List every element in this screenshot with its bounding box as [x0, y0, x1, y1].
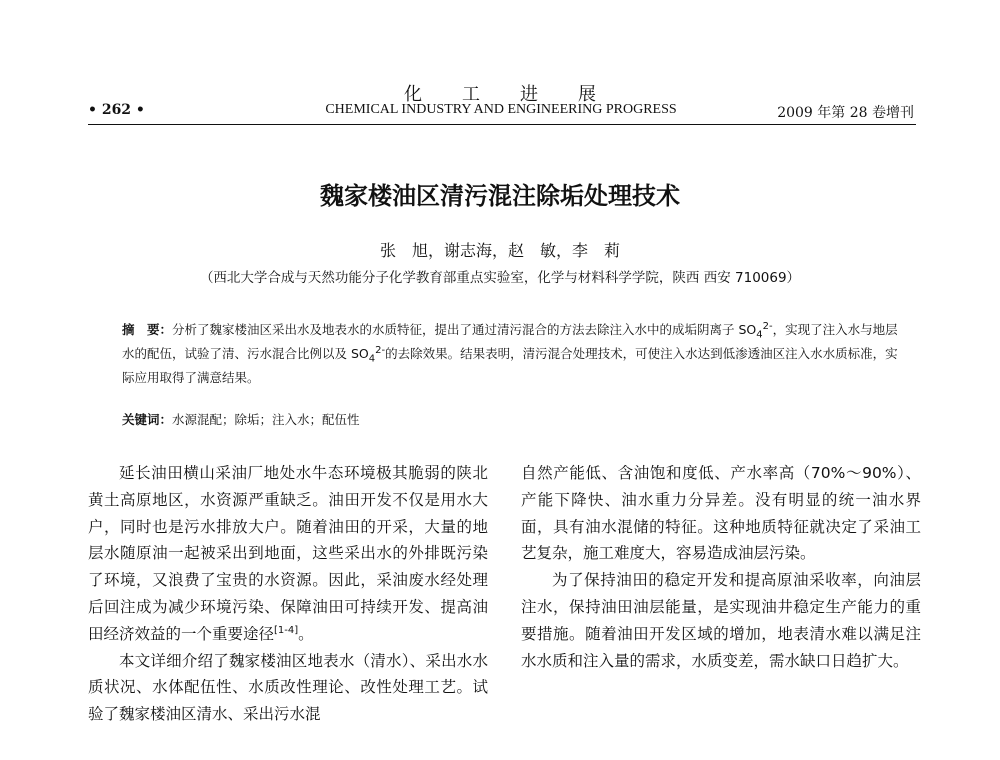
body-paragraph: 本文详细介绍了魏家楼油区地表水（清水）、采出水水质状况、水体配伍性、水质改性理论、改性处理工艺。试验了魏家楼油区清水、采出污水混 — [88, 651, 488, 724]
keywords — [122, 408, 902, 432]
issue-info: 2009 年第 28 卷增刊 — [777, 105, 914, 121]
abstract-text-2: ，实现了注入水与地层水的配伍，试验了清、污水混合比例以及 SO — [122, 322, 898, 361]
abstract-label: 摘 要： — [122, 322, 173, 337]
body-paragraph — [88, 460, 488, 648]
body-column-left — [88, 460, 488, 728]
body-column-right — [521, 460, 921, 674]
journal-name-english: CHEMICAL INDUSTRY AND ENGINEERING PROGRESS — [325, 102, 677, 117]
abstract-sup-1: 2- — [762, 320, 773, 332]
abstract-sub-2: 4 — [368, 353, 376, 365]
abstract — [122, 318, 902, 390]
body-paragraph: 自然产能低、含油饱和度低、产水率高（70%～90%）、产能下降快、油水重力分异差。没有明显的统一油水界面，具有油水混储的特征。这种地质特征就决定了采油工艺复杂，施工难度大，容易造成油层污染。 — [521, 464, 921, 563]
abstract-text-3: 的去除效果。结果表明，清污混合处理技术，可使注入水达到低渗透油区注入水水质标准，实际应用取得了满意结果。 — [122, 346, 898, 385]
journal-name-chinese: 化工进展 — [404, 84, 636, 105]
keywords-label: 关键词： — [122, 412, 173, 427]
keywords-text: 水源混配；除垢；注入水；配伍性 — [172, 412, 360, 427]
citation-ref: [1-4] — [274, 624, 299, 636]
body-paragraph: 为了保持油田的稳定开发和提高原油采收率，向油层注水，保持油田油层能量，是实现油井稳定生产能力的重要措施。随着油田开发区域的增加，地表清水难以满足注水水质和注入量的需求，水质变差，需水缺口日趋扩大。 — [521, 571, 921, 670]
page-number: • 262 • — [88, 102, 145, 118]
abstract-sup-2: 2- — [375, 344, 386, 356]
body-text-end: 。 — [298, 624, 314, 643]
abstract-sub-1: 4 — [756, 329, 763, 341]
paper-title: 魏家楼油区清污混注除垢处理技术 — [320, 182, 680, 210]
author-affiliation: （西北大学合成与天然功能分子化学教育部重点实验室，化学与材料科学学院，陕西 西安 710069） — [199, 270, 801, 286]
author-list: 张 旭，谢志海，赵 敏，李 莉 — [379, 241, 620, 260]
body-text: 延长油田横山采油厂地处水牛态环境极其脆弱的陕北黄土高原地区，水资源严重缺乏。油田开发不仅是用水大户，同时也是污水排放大户。随着油田的开采，大量的地层水随原油一起被采出到地面，这些采出水的外排既污染了环境，又浪费了宝贵的水资源。因此，采油废水经处理后回注成为减少环境污染、保障油田可持续开发、提高油田经济效益的一个重要途径 — [88, 464, 488, 643]
running-header — [88, 102, 914, 124]
abstract-text-1: 分析了魏家楼油区采出水及地表水的水质特征，提出了通过清污混合的方法去除注入水中的成垢阴离子 SO — [172, 322, 757, 337]
header-divider — [88, 124, 916, 125]
